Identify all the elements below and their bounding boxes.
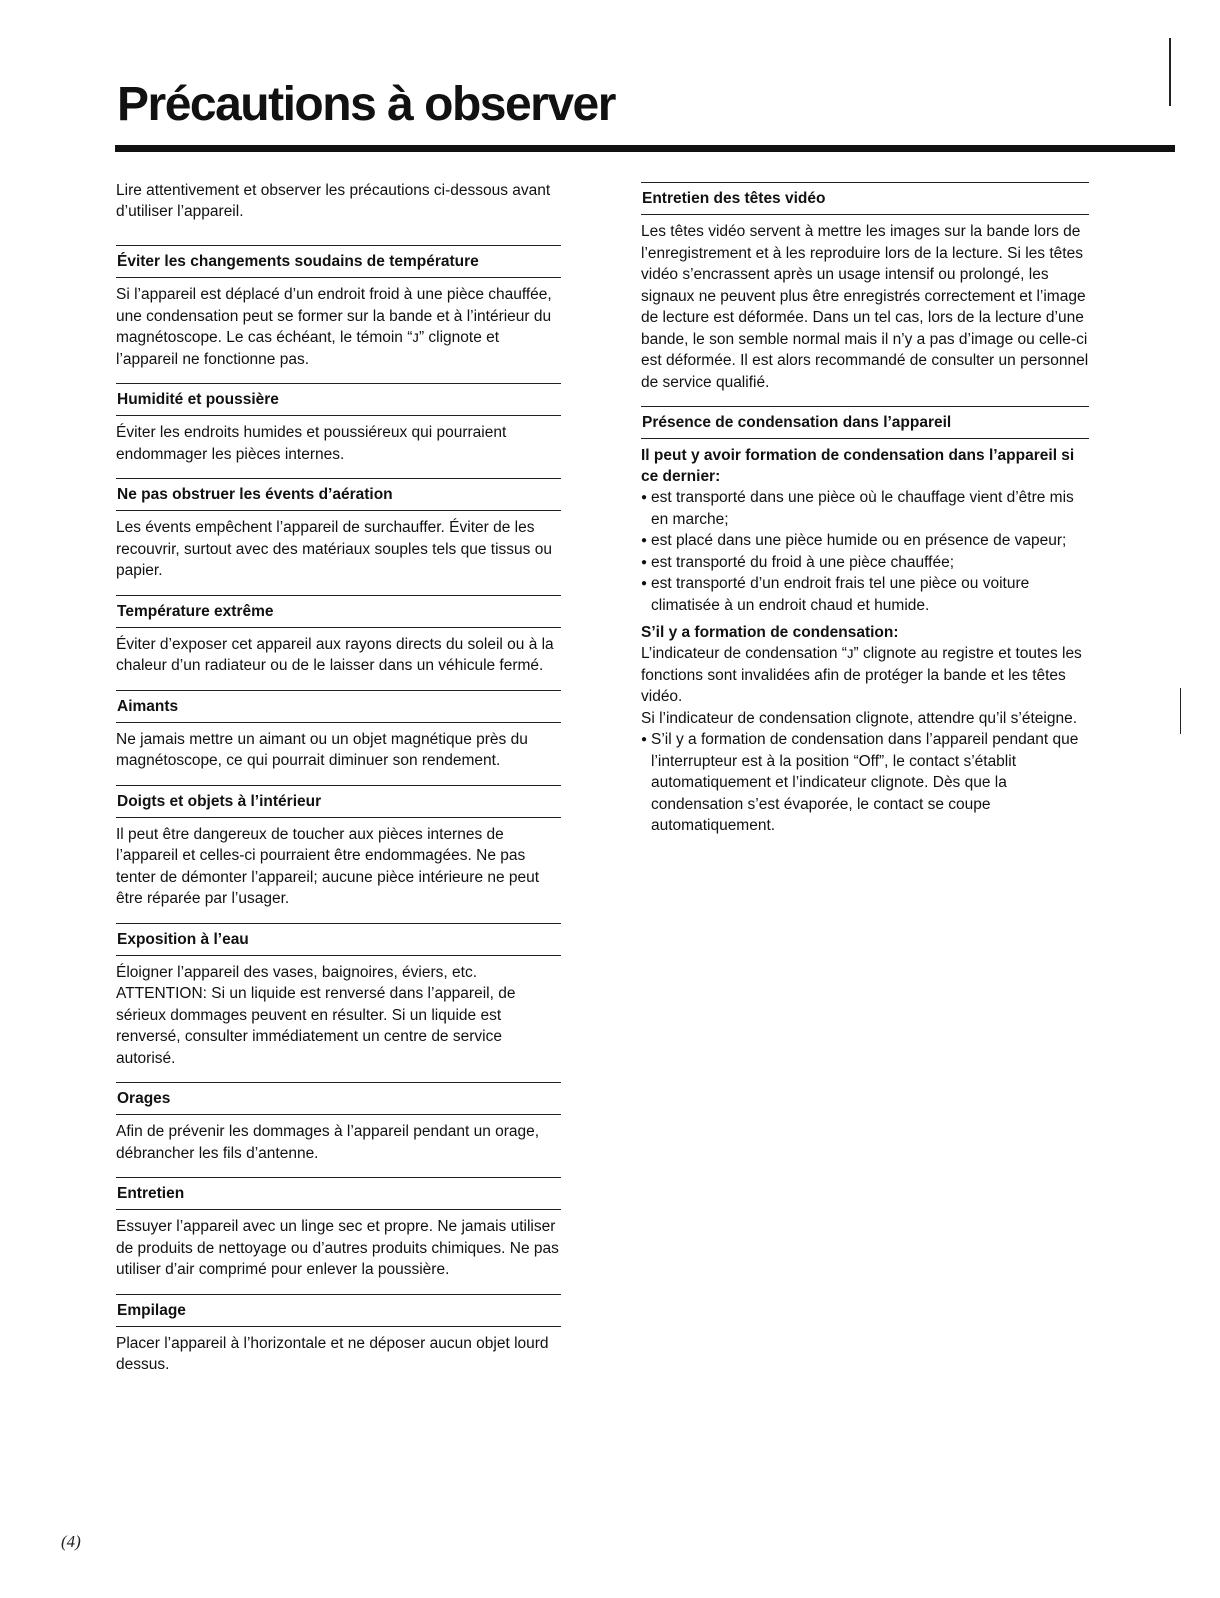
condensation-notes-list xyxy=(641,729,1089,837)
section-heading: Empilage xyxy=(116,1294,561,1327)
section-body: Essuyer l’appareil avec un linge sec et propre. Ne jamais utiliser de produits de nettoyage ou d’autres produits chimiques. Ne pas utiliser d’air comprimé pour enlever la poussière. xyxy=(116,1218,559,1278)
section-video-heads xyxy=(641,182,1089,393)
scan-edge-mark xyxy=(1169,38,1171,106)
section-stacking xyxy=(116,1294,561,1376)
section-body: Éviter d’exposer cet appareil aux rayons directs du soleil ou à la chaleur d’un radiateur ou de le laisser dans un véhicule fermé. xyxy=(116,635,554,674)
section-maintenance xyxy=(116,1177,561,1281)
page-title: Précautions à observer xyxy=(117,78,615,131)
condensation-paragraph: L’indicateur de condensation “ᴊ” clignote au registre et toutes les fonctions sont invalidées afin de protéger la bande et les têtes vidéo. xyxy=(641,645,1082,705)
section-body: Les évents empêchent l’appareil de surchauffer. Éviter de les recouvrir, surtout avec des matériaux souples tels que tissus ou papier. xyxy=(116,519,552,579)
section-body: Afin de prévenir les dommages à l’appareil pendant un orage, débrancher les fils d’antenne. xyxy=(116,1123,540,1162)
section-magnets xyxy=(116,690,561,772)
section-body: Ne jamais mettre un aimant ou un objet magnétique près du magnétoscope, ce qui pourrait diminuer son rendement. xyxy=(116,730,528,769)
section-condensation xyxy=(641,406,1089,837)
condensation-action-heading: S’il y a formation de condensation: xyxy=(641,624,899,641)
condensation-causes-heading: Il peut y avoir formation de condensation dans l’appareil si ce dernier: xyxy=(641,447,1075,485)
section-heading: Éviter les changements soudains de température xyxy=(116,245,561,278)
list-item: ● est transporté du froid à une pièce chauffée; xyxy=(641,552,1089,574)
section-heading: Ne pas obstruer les évents d’aération xyxy=(116,478,561,511)
section-humidity-dust xyxy=(116,383,561,465)
list-item: ● est placé dans une pièce humide ou en présence de vapeur; xyxy=(641,530,1089,552)
right-column xyxy=(641,182,1089,850)
condensation-paragraph: Si l’indicateur de condensation clignote, attendre qu’il s’éteigne. xyxy=(641,709,1078,727)
section-temperature-changes xyxy=(116,245,561,370)
section-fingers-objects xyxy=(116,785,561,910)
section-body: Éviter les endroits humides et poussiéreux qui pourraient endommager les pièces internes. xyxy=(116,424,507,463)
section-heading: Aimants xyxy=(116,690,561,723)
section-heading: Entretien xyxy=(116,1177,561,1210)
section-storms xyxy=(116,1082,561,1164)
section-water-exposure xyxy=(116,923,561,1070)
section-heading: Présence de condensation dans l’appareil xyxy=(641,406,1089,439)
section-body: Si l’appareil est déplacé d’un endroit froid à une pièce chauffée, une condensation peut se former sur la bande et à l’intérieur du magnétoscope. Le cas échéant, le témoin “ᴊ” clignote et l’appareil ne fonctionne pas. xyxy=(116,286,552,368)
section-heading: Exposition à l’eau xyxy=(116,923,561,956)
intro-paragraph: Lire attentivement et observer les précautions ci-dessous avant d’utiliser l’appareil. xyxy=(116,182,551,220)
scan-edge-mark xyxy=(1180,688,1181,734)
title-rule xyxy=(115,145,1175,152)
page-number: (4) xyxy=(61,1532,81,1551)
section-heading: Orages xyxy=(116,1082,561,1115)
section-extreme-temperature xyxy=(116,595,561,677)
section-body: Les têtes vidéo servent à mettre les images sur la bande lors de l’enregistrement et à les reproduire lors de la lecture. Si les têtes vidéo s’encrassent après un usage intensif ou prolongé, les signaux ne peuvent plus être enregistrés correctement et l’image de lecture est déformée. Dans un tel cas, lors de la lecture d’une bande, le son semble normal mais il n’y a pas d’image ou celle-ci est déformée. Il est alors recommandé de consulter un personnel de service qualifié. xyxy=(641,223,1089,391)
section-heading: Entretien des têtes vidéo xyxy=(641,182,1089,215)
section-heading: Doigts et objets à l’intérieur xyxy=(116,785,561,818)
list-item: ● S’il y a formation de condensation dans l’appareil pendant que l’interrupteur est à la position “Off”, le contact s’établit automatiquement et l’indicateur clignote. Dès que la condensation s’est évaporée, le contact se coupe automatiquement. xyxy=(641,729,1089,837)
condensation-causes-list xyxy=(641,487,1089,616)
section-body: Placer l’appareil à l’horizontale et ne déposer aucun objet lourd dessus. xyxy=(116,1334,549,1373)
list-item: ● est transporté d’un endroit frais tel une pièce ou voiture climatisée à un endroit chaud et humide. xyxy=(641,573,1089,616)
section-body: Il peut être dangereux de toucher aux pièces internes de l’appareil et celles-ci pourraient être endommagées. Ne pas tenter de démonter l’appareil; aucune pièce intérieure ne peut être réparée par l’usager. xyxy=(116,825,540,907)
left-column xyxy=(116,180,561,1389)
section-body: Éloigner l’appareil des vases, baignoires, éviers, etc. ATTENTION: Si un liquide est renversé dans l’appareil, de sérieux dommages peuvent en résulter. Si un liquide est renversé, consulter immédiatement un centre de service autorisé. xyxy=(116,963,516,1067)
section-ventilation xyxy=(116,478,561,582)
list-item: ● est transporté dans une pièce où le chauffage vient d’être mis en marche; xyxy=(641,487,1089,530)
section-heading: Température extrême xyxy=(116,595,561,628)
section-heading: Humidité et poussière xyxy=(116,383,561,416)
